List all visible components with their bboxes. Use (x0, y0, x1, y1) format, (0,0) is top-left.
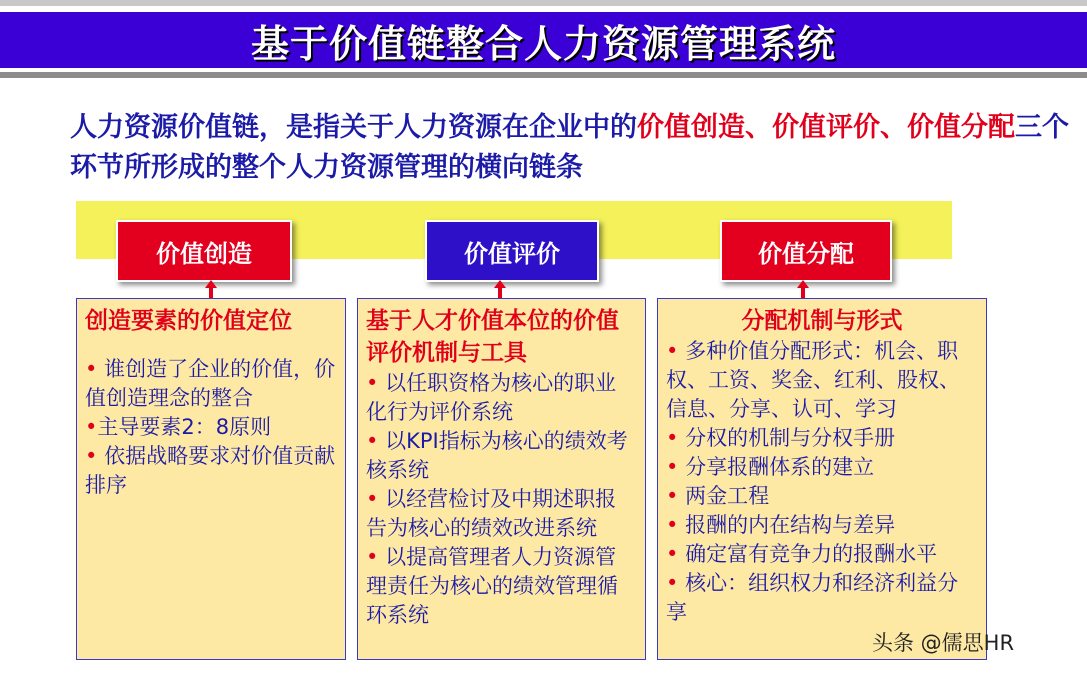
list-item: • 以KPI指标为核心的绩效考核系统 (366, 429, 628, 482)
list-item: • 以提高管理者人力资源管理责任为核心的绩效管理循环系统 (366, 545, 618, 627)
column-value-creation (76, 298, 346, 660)
bullet-icon: • (85, 415, 98, 439)
bullet-icon: • (666, 426, 679, 450)
title-banner (0, 12, 1087, 68)
column-heading: 基于人才价值本位的价值评价机制与工具 (366, 307, 619, 366)
column-value-distribution (657, 298, 987, 660)
bullet-icon: • (666, 571, 679, 595)
bullet-icon: • (366, 429, 379, 453)
bullet-icon: • (366, 487, 379, 511)
list-item: • 分享报酬体系的建立 (666, 455, 875, 479)
intro-text-2: 三个环节所形成的整个人力资源管理的横向链条 (70, 112, 1069, 183)
tag-label: 价值评价 (464, 239, 560, 268)
bullet-icon: • (366, 371, 379, 395)
top-rule (0, 0, 1087, 6)
list-item: • 两金工程 (666, 484, 770, 508)
up-arrow-icon (797, 280, 809, 298)
tag-value-distribution (720, 220, 892, 282)
watermark: 头条 @儒思HR (872, 631, 1015, 655)
title-underline (0, 72, 1087, 78)
list-item: • 确定富有竞争力的报酬水平 (666, 542, 938, 566)
bullet-icon: • (85, 357, 98, 381)
column-heading: 创造要素的价值定位 (85, 307, 292, 334)
up-arrow-icon (205, 280, 217, 298)
bullet-icon: • (666, 339, 679, 363)
list-item: • 以任职资格为核心的职业化行为评价系统 (366, 371, 617, 424)
tag-value-creation (116, 220, 292, 282)
tag-value-evaluation (425, 220, 599, 282)
intro-paragraph (70, 108, 1070, 188)
list-item: • 谁创造了企业的价值，价值创造理念的整合 (85, 357, 336, 410)
intro-text-1: 人力资源价值链，是指关于人力资源在企业中的 (70, 112, 637, 143)
bullet-icon: • (666, 455, 679, 479)
tag-label: 价值分配 (758, 239, 854, 268)
bullet-icon: • (366, 545, 379, 569)
list-item: • 多种价值分配形式：机会、职权、工资、奖金、红利、股权、信息、分享、认可、学习 (666, 339, 960, 421)
intro-highlight: 价值创造、价值评价、价值分配 (637, 112, 1015, 143)
column-value-evaluation (357, 298, 646, 660)
page-title: 基于价值链整合人力资源管理系统 (250, 20, 836, 66)
bullet-icon: • (666, 513, 679, 537)
bullet-icon: • (666, 484, 679, 508)
up-arrow-icon (494, 280, 506, 298)
list-item: • 核心：组织权力和经济利益分享 (666, 571, 959, 624)
list-item: • 分权的机制与分权手册 (666, 426, 896, 450)
column-heading: 分配机制与形式 (741, 307, 903, 334)
bullet-icon: • (666, 542, 679, 566)
bullet-icon: • (85, 444, 98, 468)
list-item: •主导要素2：8原则 (85, 415, 272, 439)
list-item: • 以经营检讨及中期述职报告为核心的绩效改进系统 (366, 487, 617, 540)
tag-label: 价值创造 (156, 239, 252, 268)
list-item: • 报酬的内在结构与差异 (666, 513, 896, 537)
list-item: • 依据战略要求对价值贡献排序 (85, 444, 336, 497)
